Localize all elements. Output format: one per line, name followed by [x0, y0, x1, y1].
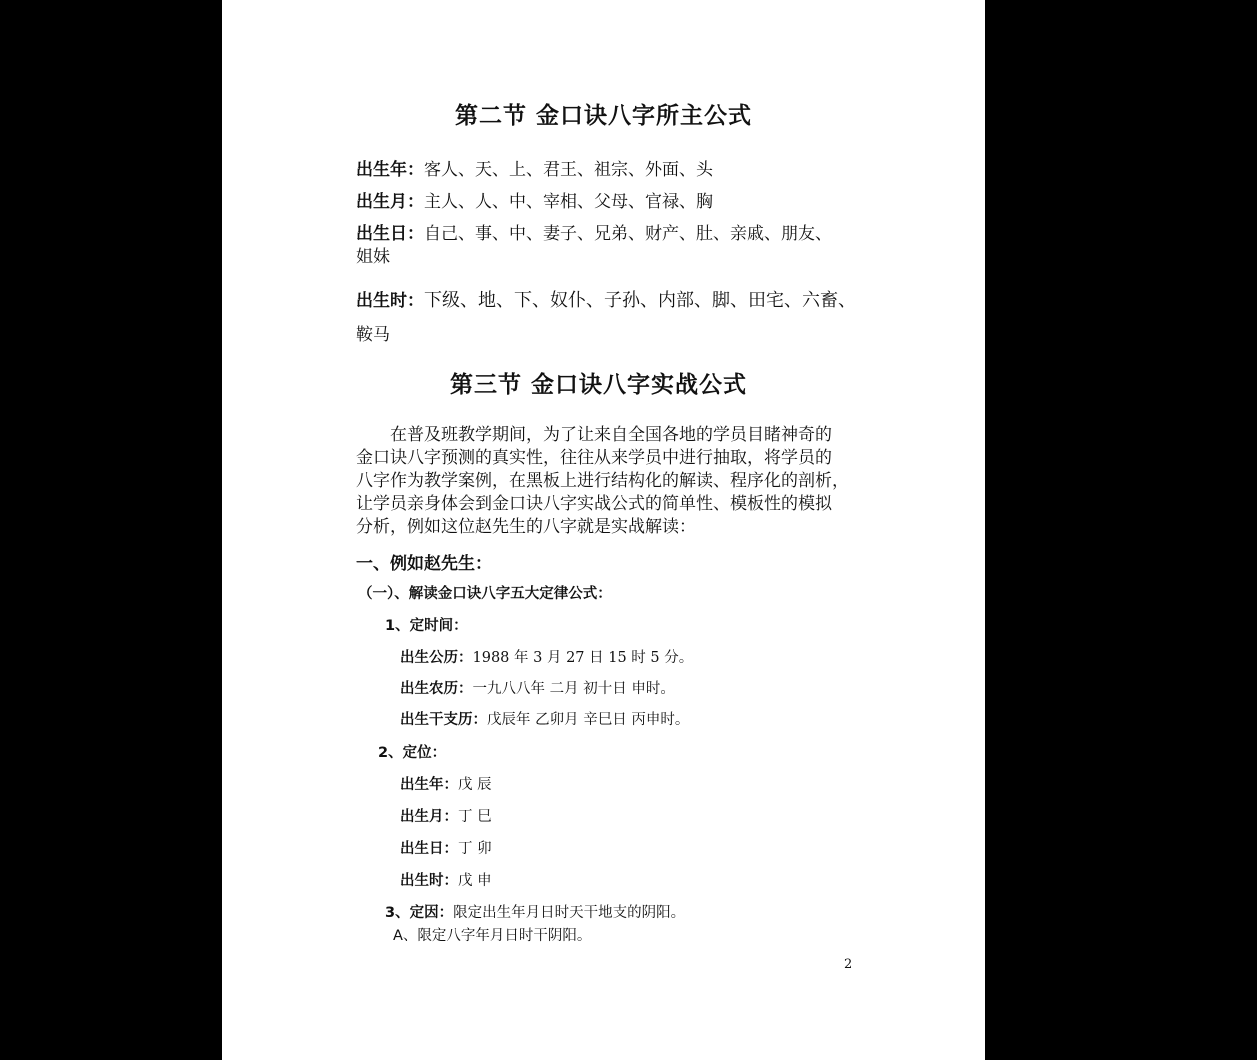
example-heading: 一、例如赵先生： [356, 554, 492, 574]
attribute-month-label: 出生月： [356, 192, 424, 212]
lunar-date-text: 一九八八年 二月 初十日 申时。 [472, 681, 675, 697]
solar-date-line [400, 646, 693, 667]
position-hour-text: 戊 申 [458, 873, 492, 889]
step3-sub-item: A、限定八字年月日时干阴阳。 [393, 928, 592, 944]
intro-line-2: 金口诀八字预测的真实性，往往从来学员中进行抽取，将学员的 [356, 448, 832, 468]
attribute-hour-label: 出生时： [356, 291, 424, 311]
intro-line-3: 八字作为教学案例，在黑板上进行结构化的解读、程序化的剖析， [356, 471, 849, 491]
step1-heading: 1、定时间： [385, 618, 468, 634]
section3-title: 第三节 金口诀八字实战公式 [450, 372, 748, 398]
attribute-day-continuation: 姐妹 [356, 247, 390, 267]
position-hour-line [400, 869, 492, 890]
step3-heading: 3、定因： [385, 905, 454, 921]
attribute-year-text: 客人、天、上、君王、祖宗、外面、头 [424, 160, 713, 180]
solar-date-label: 出生公历： [400, 650, 473, 666]
solar-date-text: 1988 年 3 月 27 日 15 时 5 分。 [472, 650, 694, 666]
step3-text: 限定出生年月日时天干地支的阴阳。 [453, 905, 686, 921]
position-month-label: 出生月： [400, 809, 458, 825]
attribute-hour-line [356, 286, 856, 312]
document-page [222, 0, 985, 1060]
position-year-line [400, 773, 492, 794]
attribute-day-label: 出生日： [356, 224, 424, 244]
step2-heading: 2、定位： [378, 745, 447, 761]
step3-line [385, 901, 685, 922]
attribute-day-line [356, 219, 832, 244]
position-day-line [400, 837, 492, 858]
section2-title: 第二节 金口诀八字所主公式 [455, 103, 753, 129]
position-month-line [400, 805, 492, 826]
intro-line-5: 分析，例如这位赵先生的八字就是实战解读： [356, 517, 696, 537]
attribute-day-text: 自己、事、中、妻子、兄弟、财产、肚、亲戚、朋友、 [424, 224, 832, 244]
lunar-date-line [400, 677, 675, 698]
position-year-label: 出生年： [400, 777, 458, 793]
position-day-label: 出生日： [400, 841, 458, 857]
position-month-text: 丁 巳 [458, 809, 492, 825]
attribute-hour-text: 下级、地、下、奴仆、子孙、内部、脚、田宅、六畜、 [424, 290, 856, 311]
attribute-year-label: 出生年： [356, 160, 424, 180]
formula-subheading: （一）、解读金口诀八字五大定律公式： [358, 586, 612, 602]
page-number: 2 [844, 957, 853, 972]
position-hour-label: 出生时： [400, 873, 458, 889]
attribute-month-text: 主人、人、中、宰相、父母、官禄、胸 [424, 192, 713, 212]
attribute-month-line [356, 187, 713, 212]
intro-paragraph [356, 424, 856, 539]
ganzhi-date-text: 戊辰年 乙卯月 辛巳日 丙申时。 [487, 712, 690, 728]
ganzhi-date-line [400, 708, 689, 729]
lunar-date-label: 出生农历： [400, 681, 473, 697]
intro-line-1: 在普及班教学期间，为了让来自全国各地的学员目睹神奇的 [390, 425, 832, 445]
attribute-hour-continuation: 鞍马 [356, 325, 390, 345]
attribute-year-line [356, 155, 713, 180]
ganzhi-date-label: 出生干支历： [400, 712, 487, 728]
position-day-text: 丁 卯 [458, 841, 492, 857]
intro-line-4: 让学员亲身体会到金口诀八字实战公式的简单性、模板性的模拟 [356, 494, 832, 514]
position-year-text: 戊 辰 [458, 777, 492, 793]
